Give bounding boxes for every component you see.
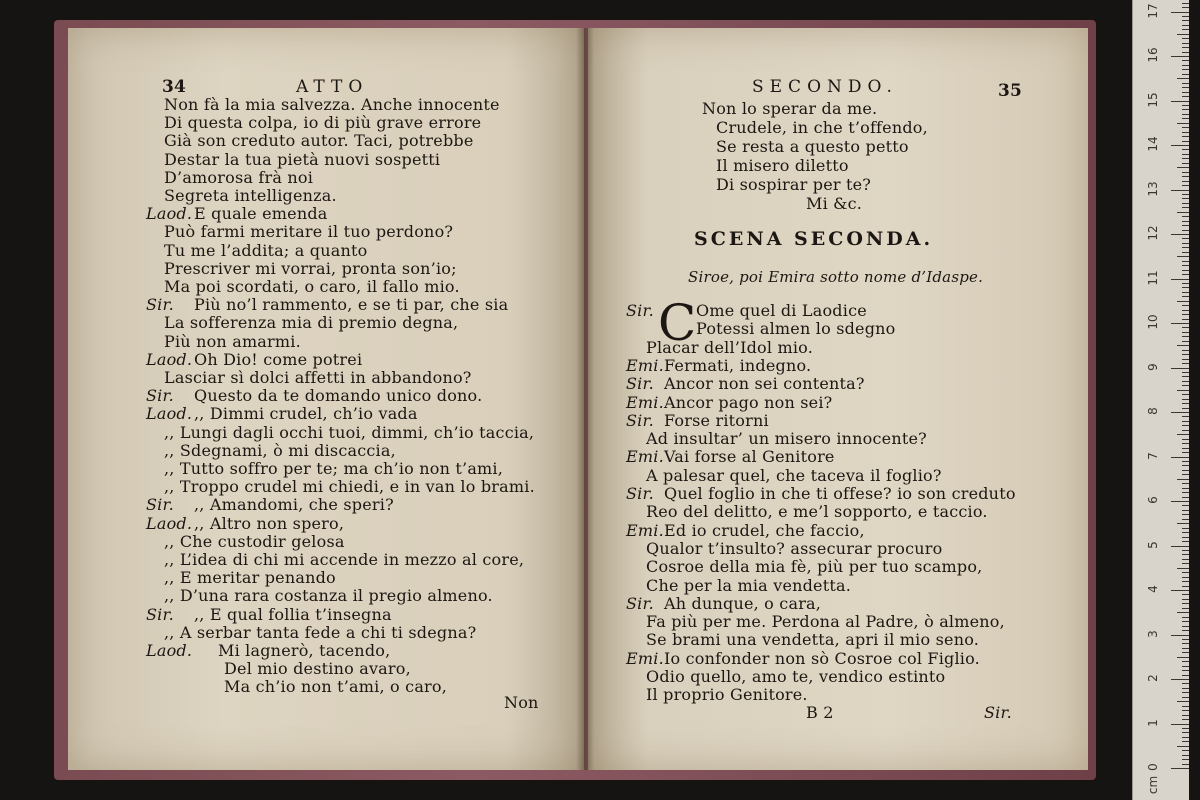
ruler-tick	[1182, 65, 1189, 66]
ruler-tick	[1171, 724, 1189, 725]
ruler-tick	[1182, 688, 1189, 689]
ruler-tick	[1177, 434, 1189, 435]
ruler-tick	[1182, 25, 1189, 26]
verse-line: Può farmi meritare il tuo perdono?	[164, 222, 454, 242]
ruler-number: 4	[1146, 585, 1160, 593]
ruler-tick	[1171, 56, 1189, 57]
verse-line: Crudele, in che t’offendo,	[716, 118, 928, 137]
verse-line: Ad insultar’ un misero innocente?	[646, 429, 927, 449]
ruler-tick	[1182, 728, 1189, 729]
ruler-tick	[1182, 29, 1189, 30]
ruler-tick	[1182, 283, 1189, 284]
ruler-tick	[1182, 38, 1189, 39]
ruler-unit: cm	[1146, 775, 1160, 795]
ruler-number: 0	[1146, 763, 1160, 771]
ruler-tick	[1182, 408, 1189, 409]
ruler-tick	[1171, 279, 1189, 280]
ruler-tick	[1182, 270, 1189, 271]
verse-line: A palesar quel, che taceva il foglio?	[646, 465, 942, 485]
ruler-tick	[1182, 710, 1189, 711]
ruler-tick	[1182, 550, 1189, 551]
ruler-tick	[1182, 474, 1189, 475]
scene-title: SCENA SECONDA.	[694, 228, 934, 250]
verse-line: Ancor pago non sei?	[664, 392, 833, 412]
verse-line: ,, Altro non spero,	[194, 513, 345, 533]
ruler-number: 17	[1146, 2, 1160, 19]
verse-line: Di sospirar per te?	[716, 175, 872, 194]
ruler-tick	[1182, 74, 1189, 75]
page-number: 35	[998, 81, 1023, 101]
speaker-label: Laod.	[146, 641, 193, 660]
ruler-tick	[1182, 594, 1189, 595]
speaker-label: Sir.	[626, 593, 654, 613]
ruler-tick	[1182, 176, 1189, 177]
verse-line: Non lo sperar da me.	[702, 99, 878, 118]
ruler-tick	[1182, 554, 1189, 555]
ruler-tick	[1182, 96, 1189, 97]
ruler-tick	[1182, 537, 1189, 538]
ruler-tick	[1182, 715, 1189, 716]
ruler-number: 11	[1146, 269, 1160, 286]
speaker-label: Sir.	[146, 295, 174, 315]
ruler-tick	[1182, 154, 1189, 155]
ruler-tick	[1182, 630, 1189, 631]
ruler-tick	[1182, 381, 1189, 382]
verse-line: Reo del delitto, e me’l sopporto, e taccio.	[646, 502, 988, 522]
ruler-tick	[1182, 243, 1189, 244]
ruler-tick	[1182, 741, 1189, 742]
verse-line: Fermati, indegno.	[664, 355, 812, 375]
verse-line: Il misero diletto	[716, 156, 849, 175]
ruler-tick	[1182, 327, 1189, 328]
verse-line: Quel foglio in che ti offese? io son creduto	[664, 484, 1016, 503]
ruler-tick	[1182, 532, 1189, 533]
ruler-tick	[1182, 194, 1189, 195]
ruler-tick	[1182, 385, 1189, 386]
ruler-tick	[1177, 123, 1189, 124]
ruler-tick	[1171, 412, 1189, 413]
ruler-tick	[1177, 390, 1189, 391]
ruler-tick	[1171, 101, 1189, 102]
ruler-tick	[1182, 430, 1189, 431]
ruler-tick	[1171, 590, 1189, 591]
ruler-tick	[1182, 296, 1189, 297]
speaker-label: Emi.	[626, 392, 664, 412]
ruler-tick	[1182, 52, 1189, 53]
ruler-tick	[1182, 425, 1189, 426]
ruler-tick	[1182, 230, 1189, 231]
ruler-tick	[1182, 608, 1189, 609]
ruler-tick	[1182, 181, 1189, 182]
ruler-tick	[1182, 599, 1189, 600]
ruler-tick	[1182, 341, 1189, 342]
ruler-tick	[1182, 505, 1189, 506]
verse-line: Di questa colpa, io di più grave errore	[164, 113, 482, 133]
verse-line: Se brami una vendetta, apri il mio seno.	[646, 630, 980, 650]
verse-line: E quale emenda	[194, 204, 328, 224]
speaker-label: Sir.	[626, 374, 654, 394]
ruler-tick	[1182, 519, 1189, 520]
ruler-tick	[1182, 265, 1189, 266]
ruler-number: 2	[1146, 674, 1160, 682]
ruler-tick	[1182, 136, 1189, 137]
verse-line: ,, Tutto soffro per te; ma ch’io non t’ami,	[164, 459, 504, 478]
ruler-tick	[1177, 568, 1189, 569]
ruler-tick	[1177, 301, 1189, 302]
ruler-tick	[1182, 20, 1189, 21]
ruler-tick	[1182, 541, 1189, 542]
ruler-tick	[1182, 43, 1189, 44]
ruler-tick	[1182, 697, 1189, 698]
verse-line: ,, Amandomi, che speri?	[194, 495, 394, 515]
ruler-tick	[1182, 764, 1189, 765]
ruler-tick	[1182, 488, 1189, 489]
speaker-label: Sir.	[626, 410, 654, 430]
drop-cap: C	[658, 294, 697, 352]
ruler-tick	[1182, 732, 1189, 733]
ruler-tick	[1182, 648, 1189, 649]
ruler-tick	[1182, 492, 1189, 493]
ruler-tick	[1182, 354, 1189, 355]
verse-line: Forse ritorni	[664, 410, 769, 430]
verse-line: Qualor t’insulto? assecurar procuro	[646, 538, 943, 558]
speaker-label: Laod.	[146, 513, 193, 533]
ruler-tick	[1182, 683, 1189, 684]
ruler-tick	[1182, 3, 1189, 4]
ruler-tick	[1171, 768, 1189, 769]
ruler-tick	[1182, 47, 1189, 48]
ruler-tick	[1182, 470, 1189, 471]
verse-line: Più non amarmi.	[164, 331, 301, 351]
verse-line: Cosroe della mia fè, più per tuo scampo,	[646, 557, 983, 577]
ruler-number: 15	[1146, 91, 1160, 108]
verse-line: ,, Dimmi crudel, ch’io vada	[194, 404, 418, 424]
ruler-tick	[1182, 185, 1189, 186]
speaker-label: Emi.	[626, 355, 664, 375]
ruler-tick	[1182, 581, 1189, 582]
ruler-tick	[1171, 145, 1189, 146]
ruler-tick	[1182, 719, 1189, 720]
ruler-number: 16	[1146, 47, 1160, 63]
ruler-tick	[1182, 603, 1189, 604]
verse-line: ,, Troppo crudel mi chiedi, e in van lo brami.	[164, 477, 535, 497]
ruler-tick	[1182, 60, 1189, 61]
verse-line: Ome quel di Laodice	[696, 301, 867, 320]
verse-line: Che per la mia vendetta.	[646, 575, 852, 595]
ruler-number: 8	[1146, 407, 1160, 415]
ruler-tick	[1182, 759, 1189, 760]
speaker-label: Sir.	[146, 495, 174, 515]
ruler-tick	[1182, 706, 1189, 707]
ruler-tick	[1182, 83, 1189, 84]
ruler-tick	[1182, 198, 1189, 199]
verse-line: Odio quello, amo te, vendico estinto	[646, 667, 946, 686]
verse-line: ,, D’una rara costanza il pregio almeno.	[164, 586, 493, 606]
ruler-tick	[1171, 323, 1189, 324]
running-head: SECONDO.	[752, 77, 898, 97]
ruler-tick	[1177, 612, 1189, 613]
ruler-tick	[1182, 221, 1189, 222]
ruler-tick	[1182, 105, 1189, 106]
left-page	[68, 28, 584, 770]
ruler-tick	[1171, 457, 1189, 458]
ruler-tick	[1182, 394, 1189, 395]
ruler-tick	[1182, 528, 1189, 529]
ruler-tick	[1182, 670, 1189, 671]
measuring-ruler	[1132, 0, 1189, 800]
ruler-tick	[1182, 310, 1189, 311]
ruler-tick	[1182, 577, 1189, 578]
ruler-tick	[1182, 7, 1189, 8]
ruler-tick	[1182, 403, 1189, 404]
verse-line: ,, Sdegnami, ò mi discaccia,	[164, 440, 396, 460]
ruler-tick	[1182, 92, 1189, 93]
ruler-tick	[1182, 292, 1189, 293]
verse-line: Già son creduto autor. Taci, potrebbe	[164, 131, 474, 151]
ruler-tick	[1182, 510, 1189, 511]
ruler-tick	[1182, 132, 1189, 133]
ruler-tick	[1182, 118, 1189, 119]
ruler-tick	[1182, 363, 1189, 364]
verse-line: Non fà la mia salvezza. Anche innocente	[164, 95, 500, 114]
ruler-tick	[1182, 203, 1189, 204]
verse-line: ,, Che custodir gelosa	[164, 531, 345, 551]
ruler-number: 7	[1146, 451, 1160, 460]
ruler-tick	[1182, 216, 1189, 217]
ruler-tick	[1182, 563, 1189, 564]
ruler-tick	[1182, 483, 1189, 484]
ruler-tick	[1182, 448, 1189, 449]
ruler-tick	[1182, 461, 1189, 462]
verse-line: ,, E meritar penando	[164, 568, 336, 588]
ruler-tick	[1182, 238, 1189, 239]
ruler-tick	[1182, 332, 1189, 333]
speaker-label: Laod.	[146, 404, 193, 424]
ruler-tick	[1182, 109, 1189, 110]
ruler-tick	[1171, 546, 1189, 547]
verse-line: Ancor non sei contenta?	[664, 374, 865, 394]
ruler-tick	[1182, 692, 1189, 693]
verse-line: Destar la tua pietà nuovi sospetti	[164, 149, 441, 169]
signature-mark: B 2	[806, 703, 834, 722]
speaker-label: Sir.	[146, 386, 174, 406]
ruler-tick	[1177, 479, 1189, 480]
ruler-tick	[1182, 755, 1189, 756]
ruler-tick	[1182, 497, 1189, 498]
ruler-number: 6	[1146, 496, 1160, 504]
ruler-number: 12	[1146, 225, 1160, 241]
ruler-tick	[1182, 114, 1189, 115]
ruler-tick	[1182, 172, 1189, 173]
ruler-tick	[1182, 87, 1189, 88]
verse-line: Mi &c.	[806, 194, 863, 213]
ruler-tick	[1182, 465, 1189, 466]
ruler-tick	[1182, 127, 1189, 128]
verse-line: D’amorosa frà noi	[164, 167, 314, 187]
verse-line: La sofferenza mia di premio degna,	[164, 313, 459, 333]
ruler-tick	[1182, 372, 1189, 373]
verse-line: Io confonder non sò Cosroe col Figlio.	[664, 648, 980, 668]
book-gutter	[576, 28, 594, 770]
ruler-number: 3	[1146, 629, 1160, 638]
ruler-tick	[1182, 247, 1189, 248]
ruler-number: 10	[1146, 314, 1160, 330]
speaker-label: Sir.	[626, 484, 654, 503]
ruler-tick	[1182, 621, 1189, 622]
speaker-label: Sir.	[146, 604, 174, 624]
ruler-tick	[1177, 523, 1189, 524]
ruler-tick	[1182, 443, 1189, 444]
verse-line: Ma ch’io non t’ami, o caro,	[224, 677, 448, 697]
ruler-tick	[1182, 69, 1189, 70]
ruler-tick	[1182, 305, 1189, 306]
verse-line: Oh Dio! come potrei	[194, 349, 363, 369]
verse-line: Vai forse al Genitore	[664, 447, 835, 467]
ruler-tick	[1182, 416, 1189, 417]
ruler-tick	[1182, 314, 1189, 315]
ruler-tick	[1171, 679, 1189, 680]
ruler-number: 13	[1146, 180, 1160, 197]
verse-line: Ah dunque, o cara,	[664, 593, 822, 613]
verse-line: Fa più per me. Perdona al Padre, ò almeno,	[646, 612, 1005, 632]
ruler-tick	[1182, 16, 1189, 17]
ruler-tick	[1182, 666, 1189, 667]
speaker-label: Laod.	[146, 349, 193, 369]
verse-line: Ma poi scordati, o caro, il fallo mio.	[164, 277, 460, 296]
ruler-tick	[1177, 167, 1189, 168]
verse-line: Tu me l’addita; a quanto	[164, 240, 368, 260]
verse-line: ,, L’idea di chi mi accende in mezzo al core,	[164, 550, 525, 569]
ruler-tick	[1171, 190, 1189, 191]
ruler-tick	[1182, 319, 1189, 320]
ruler-tick	[1171, 635, 1189, 636]
verse-line: Più no’l rammento, e se ti par, che sia	[194, 295, 509, 315]
page-number: 34	[162, 77, 187, 97]
verse-line: Placar dell’Idol mio.	[646, 337, 814, 357]
verse-line: Mi lagnerò, tacendo,	[218, 641, 391, 660]
verse-line: Questo da te domando unico dono.	[194, 386, 483, 406]
ruler-tick	[1177, 34, 1189, 35]
ruler-tick	[1171, 501, 1189, 502]
verse-line: Lasciar sì dolci affetti in abbandono?	[164, 368, 472, 387]
ruler-tick	[1182, 675, 1189, 676]
verse-line: ,, A serbar tanta fede a chi ti sdegna?	[164, 622, 477, 642]
ruler-tick	[1182, 359, 1189, 360]
ruler-tick	[1182, 586, 1189, 587]
ruler-tick	[1182, 158, 1189, 159]
ruler-tick	[1171, 234, 1189, 235]
ruler-tick	[1171, 368, 1189, 369]
ruler-tick	[1177, 256, 1189, 257]
ruler-tick	[1182, 163, 1189, 164]
ruler-tick	[1182, 141, 1189, 142]
ruler-tick	[1182, 643, 1189, 644]
ruler-tick	[1182, 559, 1189, 560]
ruler-tick	[1182, 149, 1189, 150]
ruler-tick	[1182, 376, 1189, 377]
ruler-tick	[1182, 274, 1189, 275]
speaker-label: Laod.	[146, 204, 193, 224]
ruler-tick	[1182, 652, 1189, 653]
ruler-number: 5	[1146, 540, 1160, 549]
verse-line: Il proprio Genitore.	[646, 685, 808, 705]
scene-rubric: Siroe, poi Emira sotto nome d’Idaspe.	[688, 268, 984, 286]
verse-line: Segreta intelligenza.	[164, 186, 337, 205]
ruler-tick	[1182, 572, 1189, 573]
ruler-tick	[1177, 746, 1189, 747]
ruler-number: 9	[1146, 362, 1160, 371]
ruler-tick	[1182, 399, 1189, 400]
ruler-tick	[1182, 639, 1189, 640]
ruler-tick	[1177, 345, 1189, 346]
ruler-tick	[1182, 225, 1189, 226]
ruler-tick	[1177, 212, 1189, 213]
ruler-tick	[1177, 701, 1189, 702]
ruler-tick	[1177, 78, 1189, 79]
ruler-tick	[1171, 12, 1189, 13]
verse-line: ,, Lungi dagli occhi tuoi, dimmi, ch’io taccia,	[164, 422, 535, 442]
speaker-label: Emi.	[626, 520, 664, 540]
speaker-label: Emi.	[626, 447, 664, 467]
verse-line: Ed io crudel, che faccio,	[664, 520, 865, 540]
ruler-tick	[1182, 261, 1189, 262]
speaker-label: Sir.	[626, 301, 654, 320]
ruler-tick	[1182, 617, 1189, 618]
right-page	[588, 28, 1088, 770]
catchword: Non	[504, 693, 539, 712]
ruler-tick	[1182, 514, 1189, 515]
ruler-tick	[1182, 737, 1189, 738]
verse-line: Se resta a questo petto	[716, 137, 909, 156]
ruler-tick	[1182, 252, 1189, 253]
ruler-tick	[1182, 750, 1189, 751]
catchword: Sir.	[984, 703, 1012, 722]
ruler-tick	[1182, 452, 1189, 453]
ruler-tick	[1177, 657, 1189, 658]
ruler-tick	[1182, 439, 1189, 440]
speaker-label: Emi.	[626, 648, 664, 668]
verse-line: Del mio destino avaro,	[224, 659, 411, 679]
ruler-tick	[1182, 350, 1189, 351]
verse-line: ,, E qual follia t’insegna	[194, 604, 392, 624]
ruler-tick	[1182, 287, 1189, 288]
verse-line: Potessi almen lo sdegno	[696, 319, 896, 339]
ruler-number: 14	[1146, 136, 1160, 152]
ruler-tick	[1182, 336, 1189, 337]
ruler-number: 1	[1146, 718, 1160, 727]
ruler-tick	[1182, 207, 1189, 208]
verse-line: Prescriver mi vorrai, pronta son’io;	[164, 258, 457, 278]
ruler-tick	[1182, 626, 1189, 627]
ruler-tick	[1182, 421, 1189, 422]
running-head: ATTO	[296, 77, 369, 97]
ruler-tick	[1182, 661, 1189, 662]
